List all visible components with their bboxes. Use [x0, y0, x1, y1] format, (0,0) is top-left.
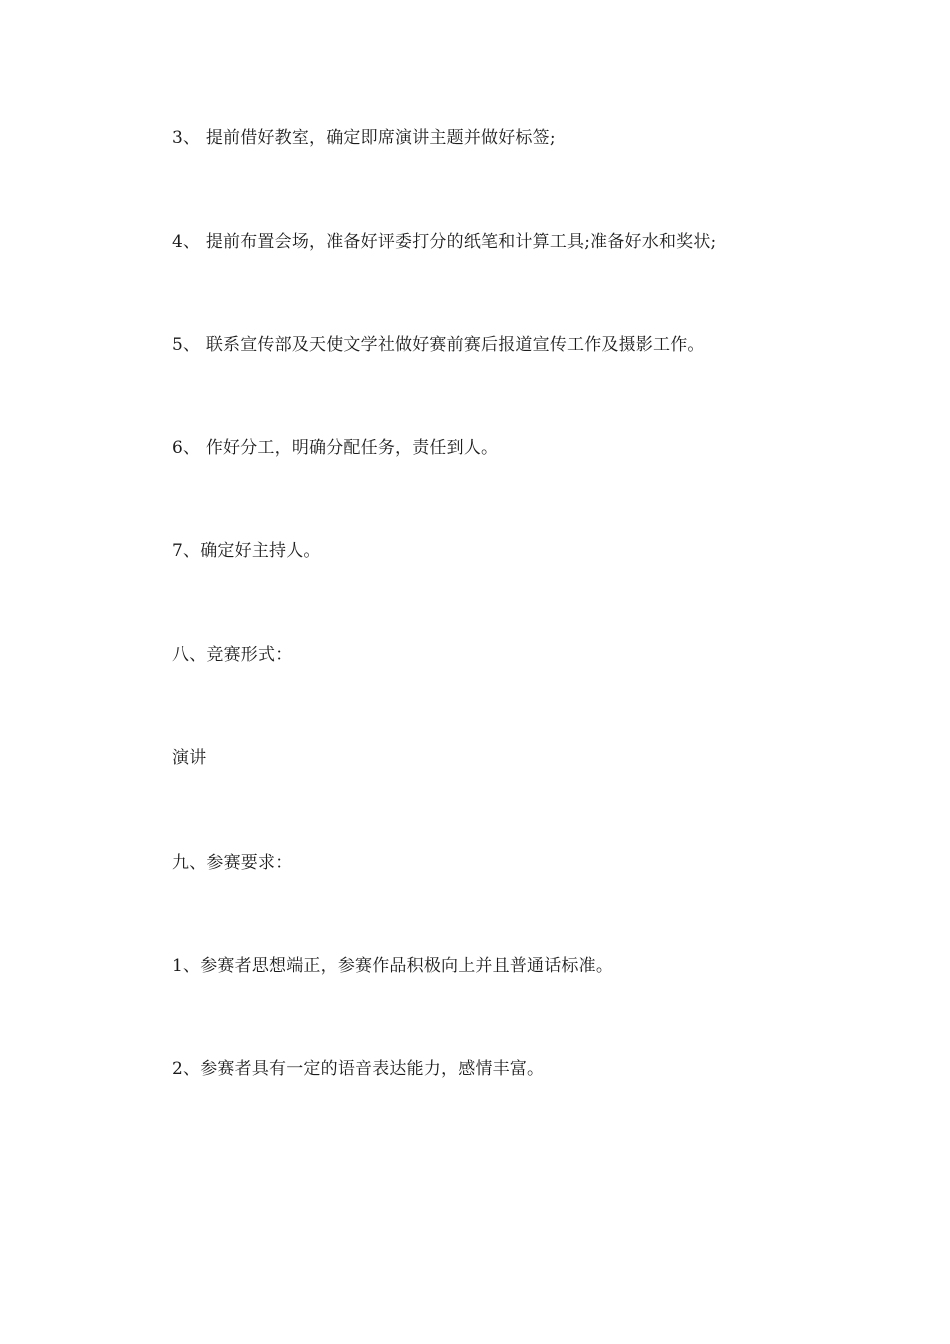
- requirement-item-1: 1、参赛者思想端正，参赛作品积极向上并且普通话标准。: [172, 956, 614, 976]
- list-item-6: 6、 作好分工，明确分配任务，责任到人。: [172, 438, 499, 458]
- list-item-5: 5、 联系宣传部及天使文学社做好赛前赛后报道宣传工作及摄影工作。: [172, 335, 705, 355]
- section-heading-8: 八、竞赛形式：: [172, 645, 293, 665]
- list-item-4: 4、 提前布置会场，准备好评委打分的纸笔和计算工具;准备好水和奖状;: [172, 232, 717, 252]
- list-item-3: 3、 提前借好教室，确定即席演讲主题并做好标签;: [172, 128, 556, 148]
- paragraph-text: 演讲: [172, 748, 207, 768]
- list-item-7: 7、确定好主持人。: [172, 541, 321, 561]
- requirement-item-2: 2、参赛者具有一定的语音表达能力，感情丰富。: [172, 1059, 545, 1079]
- section-heading-9: 九、参赛要求：: [172, 853, 293, 873]
